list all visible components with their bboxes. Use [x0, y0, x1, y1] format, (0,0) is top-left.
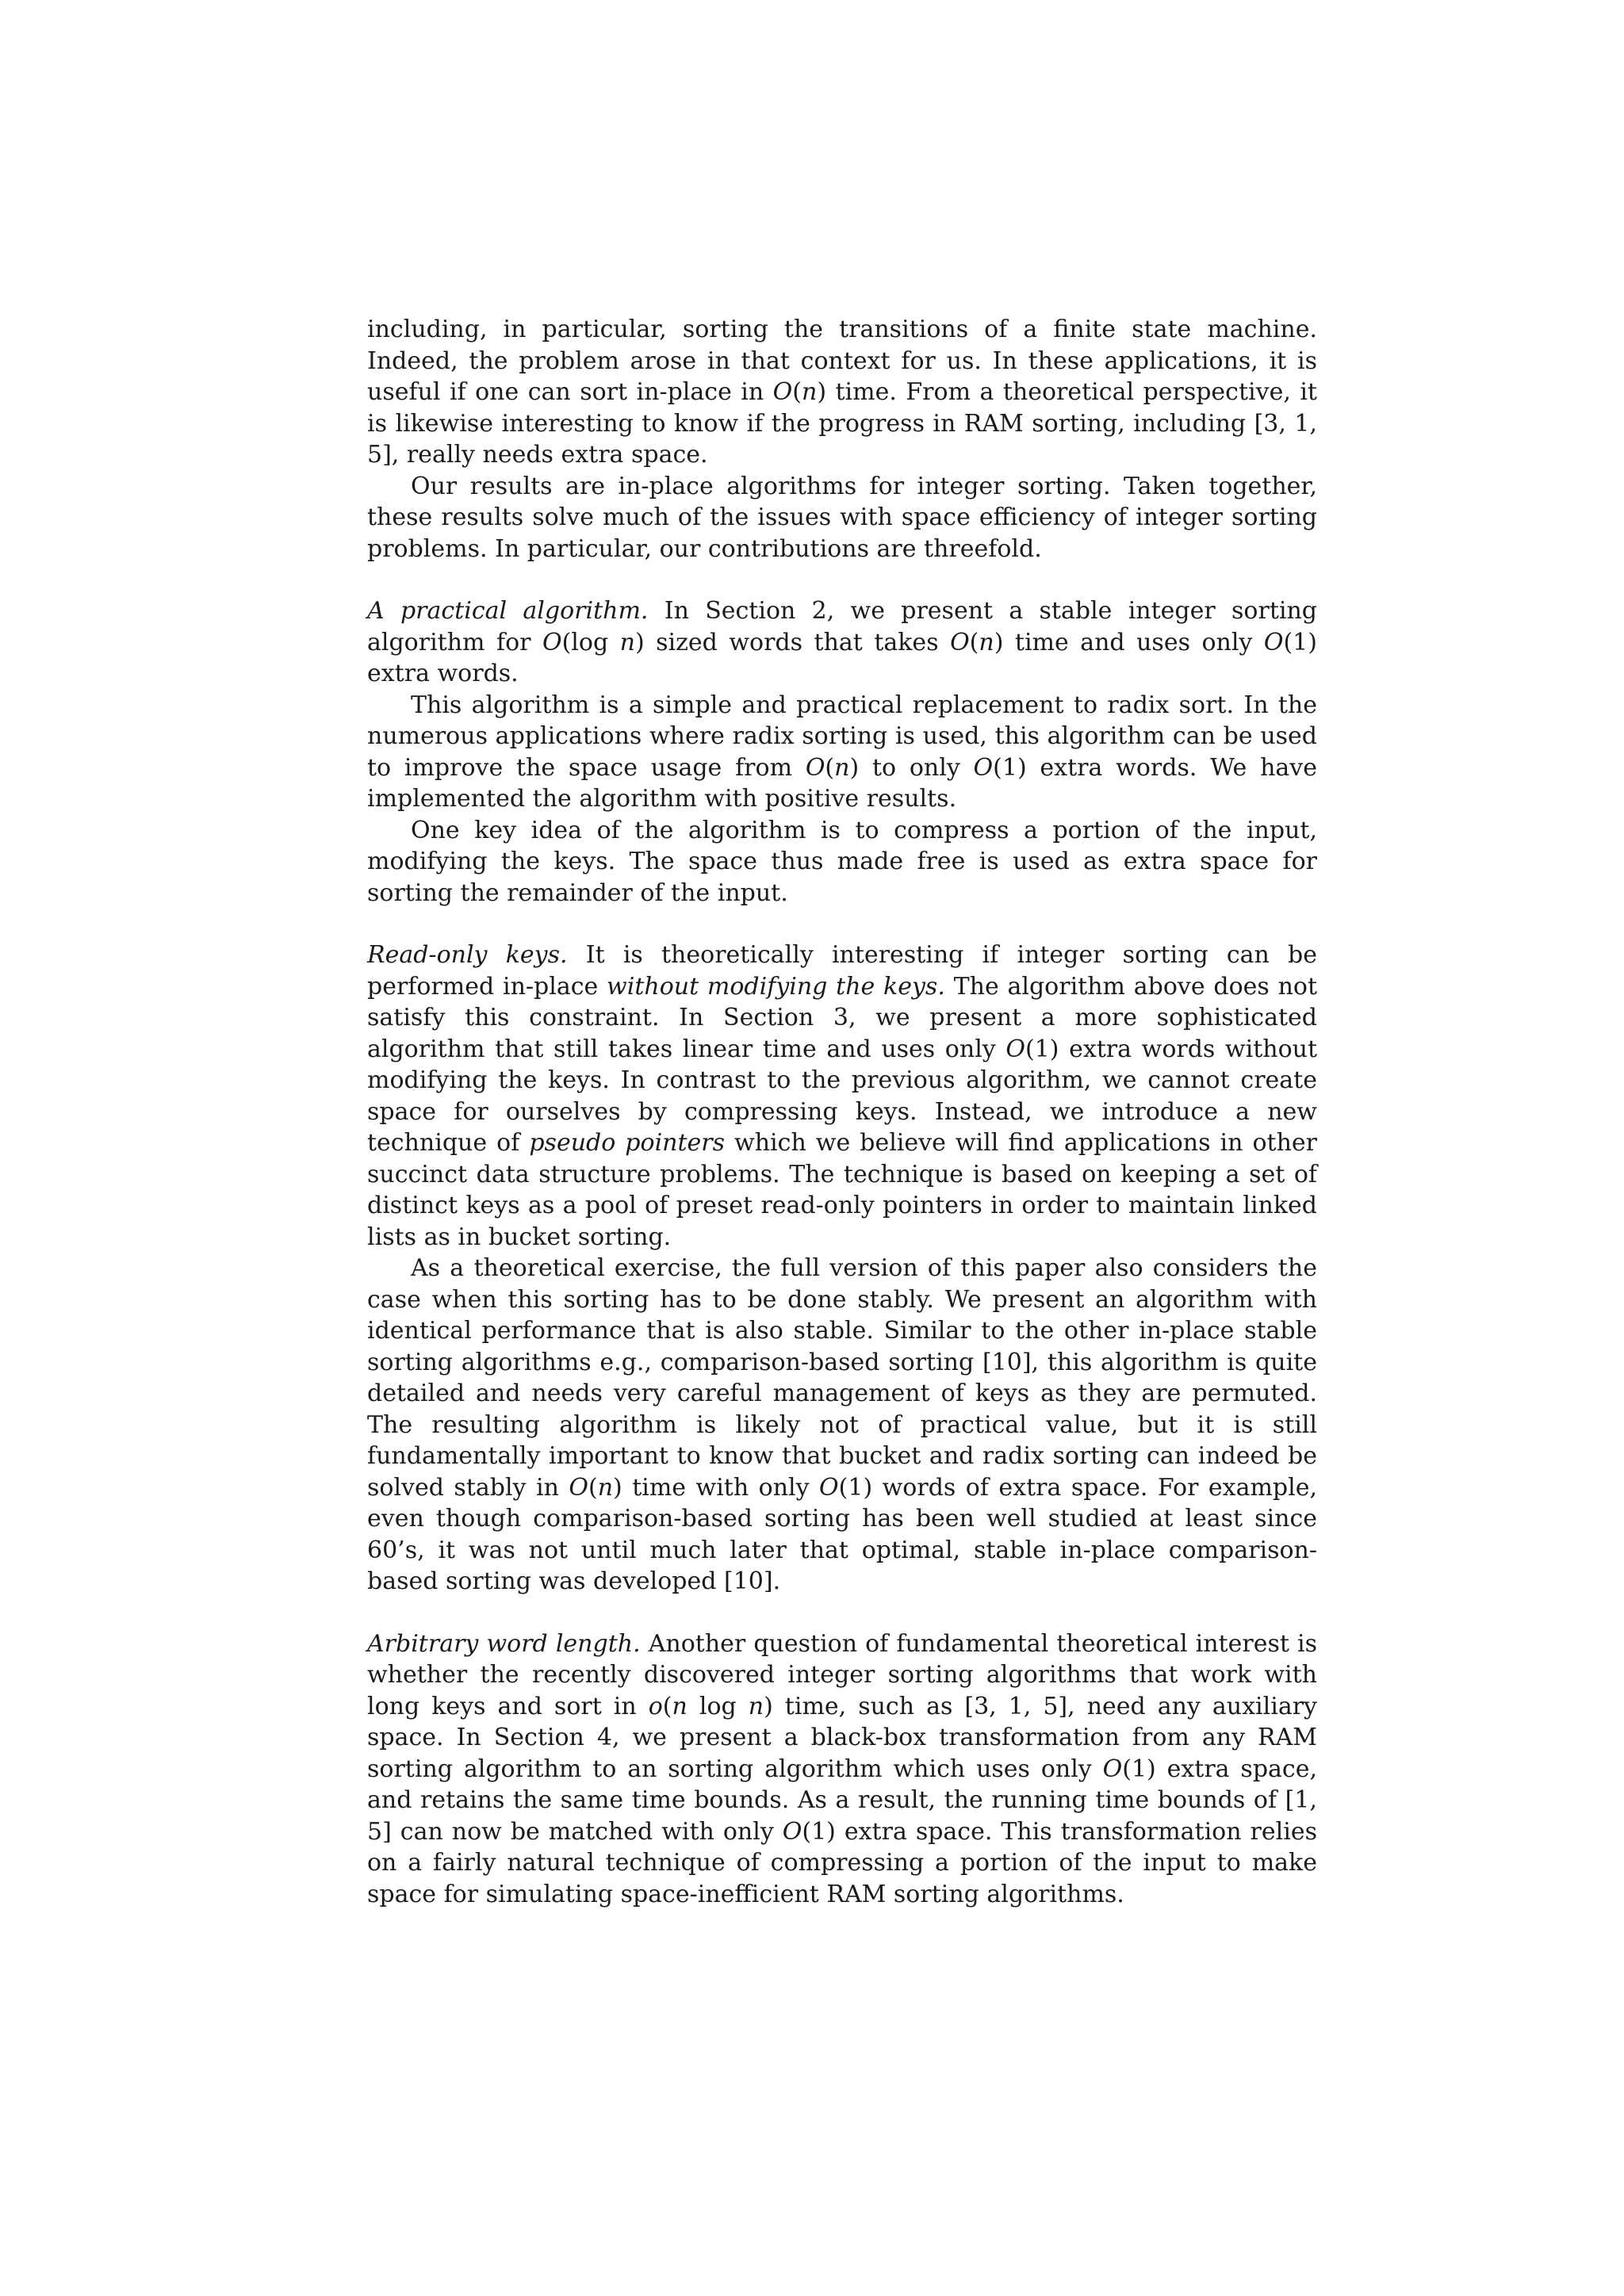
paragraph-practical-algorithm: A practical algorithm. In Section 2, we present a stable integer sorting algorithm for O(log n) sized words that takes O(n) time and uses only O(1) extra words.: [367, 597, 1317, 687]
paragraph-2: Our results are in-place algorithms for integer sorting. Taken together, these results solve much of the issues with space efficiency of integer sorting problems. In particular, our contributions are threefold.: [367, 472, 1317, 563]
run-in-heading: Arbitrary word length.: [367, 1629, 641, 1658]
paragraph-read-only-keys: Read-only keys. It is theoretically interesting if integer sorting can be performed in-place without modifying the keys. The algorithm above does not satisfy this constraint. In Section 3, we present a more sophisticated algorithm that still takes linear time and uses only O(1) extra words without modifying the keys. In contrast to the previous algorithm, we cannot create space for ourselves by compressing keys. Instead, we introduce a new technique of pseudo pointers which we believe will find applications in other succinct data structure problems. The technique is based on keeping a set of distinct keys as a pool of preset read-only pointers in order to maintain linked lists as in bucket sorting.: [367, 941, 1318, 1251]
run-in-heading: A practical algorithm.: [367, 597, 649, 625]
paragraph-5: One key idea of the algorithm is to compress a portion of the input, modifying the keys. The space thus made free is used as extra space for sorting the remainder of the input.: [367, 816, 1317, 907]
paragraph-arbitrary-word-length: Arbitrary word length. Another question of fundamental theoretical interest is whether the recently discovered integer sorting algorithms that work with long keys and sort in o(n log n) time, such as [3, 1, 5], need any auxiliary space. In Section 4, we present a black-box transformation from any RAM sorting algorithm to an sorting algorithm which uses only O(1) extra space, and retains the same time bounds. As a result, the running time bounds of [1, 5] can now be matched with only O(1) extra space. This transformation relies on a fairly natural technique of compressing a portion of the input to make space for simulating space-inefficient RAM sorting algorithms.: [367, 1629, 1317, 1908]
paragraph-4: This algorithm is a simple and practical replacement to radix sort. In the numerous applications where radix sorting is used, this algorithm can be used to improve the space usage from O(n) to only O(1) extra words. We have implemented the algorithm with positive results.: [367, 691, 1317, 813]
paper-body: [367, 314, 1317, 1910]
run-in-heading: Read-only keys.: [367, 941, 568, 969]
paragraph-7: As a theoretical exercise, the full version of this paper also considers the case when this sorting has to be done stably. We present an algorithm with identical performance that is also stable. Similar to the other in-place stable sorting algorithms e.g., comparison-based sorting [10], this algorithm is quite detailed and needs very careful management of keys as they are permuted. The resulting algorithm is likely not of practical value, but it is still fundamentally important to know that bucket and radix sorting can indeed be solved stably in O(n) time with only O(1) words of extra space. For example, even though comparison-based sorting has been well studied at least since 60’s, it was not until much later that optimal, stable in-place comparison-based sorting was developed [10].: [367, 1254, 1318, 1595]
paragraph-1: including, in particular, sorting the transitions of a finite state machine. Indeed, the problem arose in that context for us. In these applications, it is useful if one can sort in-place in O(n) time. From a theoretical perspective, it is likewise interesting to know if the progress in RAM sorting, including [3, 1, 5], really needs extra space.: [367, 316, 1317, 469]
